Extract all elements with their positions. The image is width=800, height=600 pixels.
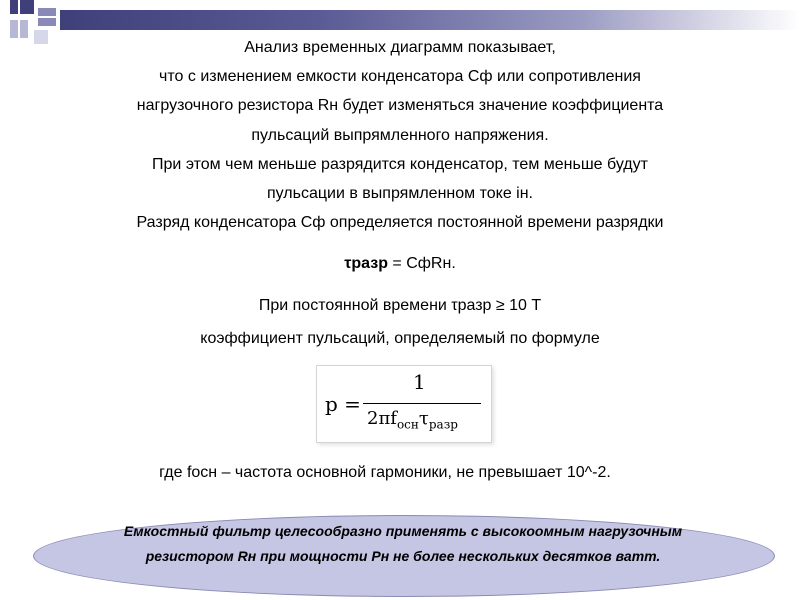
paragraph-line-6: пульсации в выпрямленном токе iн. bbox=[266, 185, 533, 202]
note-line: где fосн – частота основной гармоники, не превышает 10^-2. bbox=[159, 464, 611, 481]
formula-denominator bbox=[367, 408, 458, 432]
formula-den-tau: τ bbox=[418, 408, 429, 429]
coefficient-line: коэффициент пульсаций, определяемый по формуле bbox=[200, 330, 600, 347]
conclusion-line-2: резистором Rн при мощности Pн не более нескольких десятков ватт. bbox=[145, 548, 661, 564]
formula-fraction-bar bbox=[363, 403, 481, 404]
condition-line: При постоянной времени τразр ≥ 10 T bbox=[258, 297, 542, 314]
conclusion-line-1: Емкостный фильтр целесообразно применять с высокоомным нагрузочным bbox=[123, 523, 683, 539]
formula-den-sub1: осн bbox=[396, 417, 419, 432]
formula-den-main: 2πf bbox=[367, 408, 397, 429]
paragraph-line-4: пульсаций выпрямленного напряжения. bbox=[251, 127, 549, 144]
paragraph-line-5: При этом чем меньше разрядится конденсатор, тем меньше будут bbox=[152, 156, 648, 173]
header-divider bbox=[0, 16, 60, 18]
header-square bbox=[10, 0, 34, 14]
paragraph-line-1: Анализ временных диаграмм показывает, bbox=[244, 39, 556, 56]
formula-box bbox=[316, 365, 492, 443]
paragraph-line-7: Разряд конденсатора Сф определяется постоянной времени разрядки bbox=[136, 214, 664, 231]
tau-equation bbox=[0, 254, 800, 274]
tau-rhs: = СфRн. bbox=[387, 255, 456, 272]
formula-numerator: 1 bbox=[413, 370, 426, 394]
formula-den-sub2: разр bbox=[428, 417, 458, 432]
paragraph-line-2: что с изменением емкости конденсатора Сф или сопротивления bbox=[159, 68, 641, 85]
formula-lhs: p = bbox=[325, 392, 361, 416]
paragraph-line-3: нагрузочного резистора Rн будет изменяться значение коэффициента bbox=[136, 97, 664, 114]
tau-symbol: τразр bbox=[344, 255, 388, 272]
header-gradient-bar bbox=[60, 10, 800, 30]
